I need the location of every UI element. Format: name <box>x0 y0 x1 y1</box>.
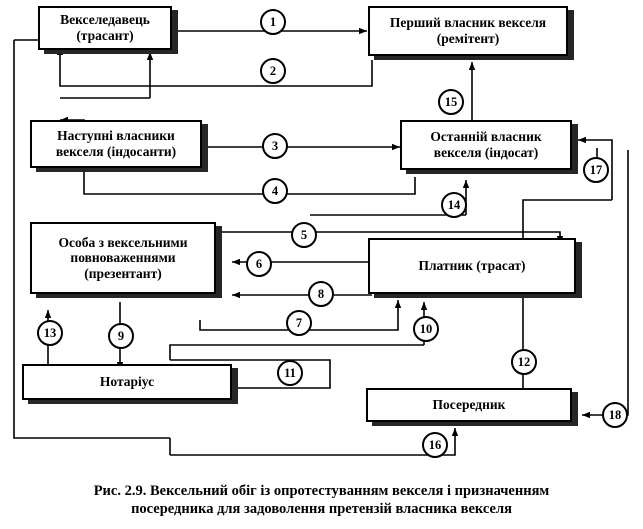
marker-7-label: 7 <box>295 315 303 330</box>
node-first-holder[interactable] <box>368 6 568 56</box>
node-presenter-label: Особа з вексельними повноваженнями (презентант) <box>58 234 188 281</box>
marker-12-label: 12 <box>517 354 531 369</box>
marker-8-label: 8 <box>317 286 325 301</box>
marker-2-label: 2 <box>269 63 277 78</box>
marker-13-label: 13 <box>43 325 57 340</box>
node-notary-label: Нотаріус <box>99 374 155 390</box>
node-mediator-label: Посередник <box>432 397 506 413</box>
marker-18-label: 18 <box>608 407 622 422</box>
marker-6-label: 6 <box>255 256 263 271</box>
marker-7 <box>286 310 312 336</box>
marker-18 <box>602 402 628 428</box>
marker-10-label: 10 <box>419 321 433 336</box>
marker-17-label: 17 <box>589 162 603 177</box>
marker-1-label: 1 <box>269 14 277 29</box>
node-mediator[interactable] <box>366 388 572 422</box>
node-last-holder-label: Останній власник векселя (індосат) <box>430 129 542 160</box>
marker-8 <box>308 281 334 307</box>
marker-10 <box>413 316 439 342</box>
node-payer-label: Платник (трасат) <box>418 258 526 274</box>
marker-5-label: 5 <box>300 227 308 242</box>
node-next-holders[interactable] <box>30 120 202 168</box>
node-first-holder-label: Перший власник векселя (ремітент) <box>389 15 547 46</box>
marker-6 <box>246 251 272 277</box>
marker-11-label: 11 <box>284 365 296 380</box>
marker-9 <box>108 323 134 349</box>
marker-14-label: 14 <box>447 197 461 212</box>
figure-caption-line-2: посередника для задоволення претензій власника векселя <box>131 501 512 518</box>
node-notary[interactable] <box>22 364 232 400</box>
node-next-holders-label: Наступні власники векселя (індосанти) <box>55 128 177 159</box>
marker-14 <box>441 192 467 218</box>
marker-16-label: 16 <box>428 437 442 452</box>
node-last-holder[interactable] <box>400 120 572 170</box>
marker-2 <box>260 58 286 84</box>
node-drawer[interactable] <box>38 6 172 50</box>
marker-9-label: 9 <box>117 328 125 343</box>
marker-4-label: 4 <box>271 183 279 198</box>
marker-1 <box>260 9 286 35</box>
marker-12 <box>511 349 537 375</box>
node-drawer-label: Векселедавець (трасант) <box>60 12 150 43</box>
figure-caption-line-1: Рис. 2.9. Вексельний обіг із опротестуванням векселя і призначенням <box>93 483 550 499</box>
marker-4 <box>262 178 288 204</box>
marker-15-label: 15 <box>444 94 458 109</box>
marker-13 <box>37 320 63 346</box>
marker-11 <box>277 360 303 386</box>
node-presenter[interactable] <box>30 222 216 294</box>
marker-15 <box>438 89 464 115</box>
marker-3-label: 3 <box>271 138 279 153</box>
marker-17 <box>583 157 609 183</box>
marker-16 <box>422 432 448 458</box>
node-payer[interactable] <box>368 238 576 294</box>
marker-3 <box>262 133 288 159</box>
marker-5 <box>291 222 317 248</box>
